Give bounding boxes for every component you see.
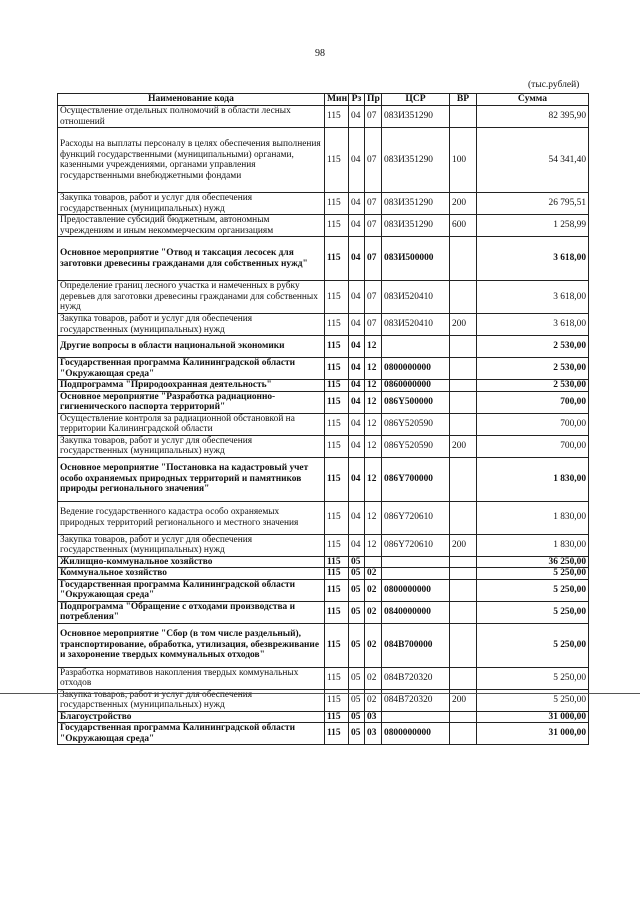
- row-name: Ведение государственного кадастра особо охраняемых природных территорий регионального и местного значения: [58, 501, 325, 534]
- row-min: 115: [325, 568, 349, 580]
- row-name: Подпрограмма "Природоохранная деятельность": [58, 380, 325, 392]
- row-vr: [450, 601, 477, 623]
- row-sum: 26 795,51: [477, 193, 589, 215]
- table-row: [58, 667, 589, 689]
- row-csr: 086Y520590: [382, 435, 450, 457]
- table-row: [58, 568, 589, 580]
- row-rz: 05: [349, 689, 365, 711]
- row-pr: [365, 556, 382, 568]
- row-pr: 12: [365, 358, 382, 380]
- row-vr: 100: [450, 128, 477, 193]
- row-pr: 12: [365, 534, 382, 556]
- row-sum: 5 250,00: [477, 689, 589, 711]
- row-rz: 05: [349, 556, 365, 568]
- row-name: Коммунальное хозяйство: [58, 568, 325, 580]
- row-rz: 05: [349, 568, 365, 580]
- row-csr: 083И520410: [382, 314, 450, 336]
- row-sum: 5 250,00: [477, 579, 589, 601]
- table-row: [58, 723, 589, 745]
- header-sum: Сумма: [477, 94, 589, 106]
- row-csr: 084В720320: [382, 667, 450, 689]
- row-rz: 04: [349, 193, 365, 215]
- row-name: Государственная программа Калининградской области "Окружающая среда": [58, 358, 325, 380]
- row-min: 115: [325, 623, 349, 667]
- row-rz: 05: [349, 601, 365, 623]
- row-rz: 05: [349, 623, 365, 667]
- row-name: Основное мероприятие "Постановка на кадастровый учет особо охраняемых природных территорий и памятников природы регионального значения": [58, 457, 325, 501]
- row-min: 115: [325, 711, 349, 723]
- row-sum: 2 530,00: [477, 380, 589, 392]
- row-name: Другие вопросы в области национальной экономики: [58, 336, 325, 358]
- row-min: 115: [325, 457, 349, 501]
- row-csr: 084В720320: [382, 689, 450, 711]
- row-rz: 05: [349, 711, 365, 723]
- table-row: [58, 106, 589, 128]
- row-csr: [382, 336, 450, 358]
- row-csr: 086Y700000: [382, 457, 450, 501]
- table-row: [58, 501, 589, 534]
- row-vr: [450, 391, 477, 413]
- row-min: 115: [325, 723, 349, 745]
- row-pr: 07: [365, 106, 382, 128]
- row-sum: 1 830,00: [477, 534, 589, 556]
- row-rz: 05: [349, 723, 365, 745]
- row-rz: 04: [349, 215, 365, 237]
- row-vr: 200: [450, 689, 477, 711]
- table-row: [58, 413, 589, 435]
- row-csr: 086Y720610: [382, 534, 450, 556]
- row-vr: 200: [450, 435, 477, 457]
- row-min: 115: [325, 601, 349, 623]
- table-row: [58, 435, 589, 457]
- row-rz: 04: [349, 413, 365, 435]
- row-vr: [450, 723, 477, 745]
- row-vr: [450, 413, 477, 435]
- row-min: 115: [325, 314, 349, 336]
- row-vr: [450, 358, 477, 380]
- row-name: Основное мероприятие "Сбор (в том числе раздельный), транспортирование, обработка, утилизация, обезвреживание и захоронение твердых коммунальных отходов": [58, 623, 325, 667]
- row-rz: 04: [349, 435, 365, 457]
- row-csr: [382, 556, 450, 568]
- row-pr: 12: [365, 336, 382, 358]
- budget-table: [57, 93, 589, 745]
- row-min: 115: [325, 106, 349, 128]
- row-min: 115: [325, 689, 349, 711]
- row-csr: 083И351290: [382, 106, 450, 128]
- row-name: Расходы на выплаты персоналу в целях обеспечения выполнения функций государственными (муниципальными) органами, казенными учреждениями, органами управления государственными внебюджетными фондами: [58, 128, 325, 193]
- row-pr: 12: [365, 391, 382, 413]
- row-sum: 700,00: [477, 413, 589, 435]
- row-csr: 083И351290: [382, 193, 450, 215]
- row-min: 115: [325, 336, 349, 358]
- row-csr: 083И500000: [382, 237, 450, 281]
- row-min: 115: [325, 237, 349, 281]
- row-rz: 04: [349, 106, 365, 128]
- row-csr: 0800000000: [382, 579, 450, 601]
- row-name: Предоставление субсидий бюджетным, автономным учреждениям и иным некоммерческим организациям: [58, 215, 325, 237]
- unit-note: (тыс.рублей): [528, 80, 580, 90]
- row-sum: 5 250,00: [477, 667, 589, 689]
- row-csr: [382, 711, 450, 723]
- row-csr: 083И351290: [382, 215, 450, 237]
- row-rz: 04: [349, 457, 365, 501]
- row-csr: 084В700000: [382, 623, 450, 667]
- row-csr: 086Y500000: [382, 391, 450, 413]
- row-min: 115: [325, 193, 349, 215]
- row-sum: 2 530,00: [477, 336, 589, 358]
- row-rz: 05: [349, 579, 365, 601]
- row-vr: [450, 336, 477, 358]
- row-vr: [450, 667, 477, 689]
- row-name: Определение границ лесного участка и намеченных в рубку деревьев для заготовки древесины гражданами для собственных нужд: [58, 281, 325, 314]
- row-sum: 5 250,00: [477, 623, 589, 667]
- row-sum: 5 250,00: [477, 568, 589, 580]
- row-min: 115: [325, 556, 349, 568]
- table-row: [58, 601, 589, 623]
- row-vr: [450, 623, 477, 667]
- row-vr: [450, 106, 477, 128]
- row-vr: [450, 711, 477, 723]
- row-csr: 0860000000: [382, 380, 450, 392]
- row-sum: 700,00: [477, 435, 589, 457]
- row-vr: [450, 501, 477, 534]
- row-min: 115: [325, 413, 349, 435]
- header-pr: Пр: [365, 94, 382, 106]
- row-csr: 083И520410: [382, 281, 450, 314]
- row-sum: 3 618,00: [477, 281, 589, 314]
- row-csr: [382, 568, 450, 580]
- row-pr: 07: [365, 215, 382, 237]
- row-vr: [450, 281, 477, 314]
- row-rz: 04: [349, 128, 365, 193]
- row-name: Осуществление отдельных полномочий в области лесных отношений: [58, 106, 325, 128]
- row-name: Государственная программа Калининградской области "Окружающая среда": [58, 579, 325, 601]
- row-vr: 200: [450, 193, 477, 215]
- row-name: Подпрограмма "Обращение с отходами производства и потребления": [58, 601, 325, 623]
- row-name: Закупка товаров, работ и услуг для обеспечения государственных (муниципальных) нужд: [58, 534, 325, 556]
- row-sum: 700,00: [477, 391, 589, 413]
- row-rz: 04: [349, 237, 365, 281]
- row-name: Закупка товаров, работ и услуг для обеспечения государственных (муниципальных) нужд: [58, 193, 325, 215]
- row-vr: 200: [450, 314, 477, 336]
- row-min: 115: [325, 380, 349, 392]
- row-vr: [450, 380, 477, 392]
- row-pr: 12: [365, 413, 382, 435]
- row-min: 115: [325, 281, 349, 314]
- table-row: [58, 391, 589, 413]
- table-row: [58, 380, 589, 392]
- row-sum: 1 258,99: [477, 215, 589, 237]
- row-name: Государственная программа Калининградской области "Окружающая среда": [58, 723, 325, 745]
- table-row: [58, 281, 589, 314]
- row-pr: 03: [365, 711, 382, 723]
- row-csr: 0800000000: [382, 723, 450, 745]
- row-pr: 02: [365, 568, 382, 580]
- table-row: [58, 193, 589, 215]
- table-row: [58, 237, 589, 281]
- row-sum: 3 618,00: [477, 314, 589, 336]
- row-rz: 04: [349, 314, 365, 336]
- row-pr: 03: [365, 723, 382, 745]
- row-pr: 07: [365, 193, 382, 215]
- table-row: [58, 358, 589, 380]
- row-pr: 02: [365, 579, 382, 601]
- row-vr: [450, 237, 477, 281]
- row-rz: 04: [349, 391, 365, 413]
- row-csr: 0800000000: [382, 358, 450, 380]
- row-rz: 04: [349, 534, 365, 556]
- row-vr: 200: [450, 534, 477, 556]
- table-row: [58, 556, 589, 568]
- row-name: Осуществление контроля за радиационной обстановкой на территории Калининградской области: [58, 413, 325, 435]
- row-csr: 083И351290: [382, 128, 450, 193]
- row-csr: 0840000000: [382, 601, 450, 623]
- row-sum: 3 618,00: [477, 237, 589, 281]
- row-sum: 36 250,00: [477, 556, 589, 568]
- row-sum: 1 830,00: [477, 501, 589, 534]
- row-vr: [450, 556, 477, 568]
- row-vr: [450, 568, 477, 580]
- row-vr: [450, 579, 477, 601]
- row-rz: 04: [349, 358, 365, 380]
- row-min: 115: [325, 534, 349, 556]
- header-csr: ЦСР: [382, 94, 450, 106]
- row-rz: 04: [349, 380, 365, 392]
- row-csr: 086Y520590: [382, 413, 450, 435]
- row-name: Основное мероприятие "Отвод и таксация лесосек для заготовки древесины гражданами для собственных нужд": [58, 237, 325, 281]
- row-sum: 31 000,00: [477, 723, 589, 745]
- row-rz: 04: [349, 336, 365, 358]
- table-header-row: [58, 94, 589, 106]
- row-name: Разработка нормативов накопления твердых коммунальных отходов: [58, 667, 325, 689]
- row-pr: 07: [365, 314, 382, 336]
- row-min: 115: [325, 579, 349, 601]
- row-name: Закупка товаров, работ и услуг для обеспечения государственных (муниципальных) нужд: [58, 314, 325, 336]
- row-vr: 600: [450, 215, 477, 237]
- header-min: Мин: [325, 94, 349, 106]
- table-row: [58, 534, 589, 556]
- row-name: Закупка товаров, работ и услуг для обеспечения государственных (муниципальных) нужд: [58, 435, 325, 457]
- row-sum: 31 000,00: [477, 711, 589, 723]
- row-csr: 086Y720610: [382, 501, 450, 534]
- header-vr: ВР: [450, 94, 477, 106]
- scan-divider-line: [0, 693, 640, 694]
- row-rz: 04: [349, 501, 365, 534]
- row-min: 115: [325, 391, 349, 413]
- row-pr: 12: [365, 457, 382, 501]
- row-pr: 02: [365, 689, 382, 711]
- row-sum: 82 395,90: [477, 106, 589, 128]
- table-row: [58, 579, 589, 601]
- table-row: [58, 215, 589, 237]
- row-pr: 02: [365, 601, 382, 623]
- table-row: [58, 314, 589, 336]
- row-sum: 54 341,40: [477, 128, 589, 193]
- row-pr: 12: [365, 380, 382, 392]
- row-min: 115: [325, 667, 349, 689]
- row-min: 115: [325, 358, 349, 380]
- header-name: Наименование кода: [58, 94, 325, 106]
- row-min: 115: [325, 215, 349, 237]
- row-pr: 02: [365, 623, 382, 667]
- row-sum: 1 830,00: [477, 457, 589, 501]
- row-pr: 02: [365, 667, 382, 689]
- row-min: 115: [325, 435, 349, 457]
- row-pr: 07: [365, 281, 382, 314]
- table-row: [58, 336, 589, 358]
- header-rz: Рз: [349, 94, 365, 106]
- row-pr: 12: [365, 501, 382, 534]
- row-name: Основное мероприятие "Разработка радиационно-гигиенического паспорта территорий": [58, 391, 325, 413]
- row-sum: 5 250,00: [477, 601, 589, 623]
- row-pr: 07: [365, 237, 382, 281]
- row-name: Благоустройство: [58, 711, 325, 723]
- table-row: [58, 711, 589, 723]
- row-pr: 07: [365, 128, 382, 193]
- table-row: [58, 457, 589, 501]
- row-name: Жилищно-коммунальное хозяйство: [58, 556, 325, 568]
- row-rz: 05: [349, 667, 365, 689]
- row-name: Закупка товаров, работ и услуг для обеспечения государственных (муниципальных) нужд: [58, 689, 325, 711]
- table-row: [58, 128, 589, 193]
- page-number: 98: [315, 48, 325, 59]
- row-pr: 12: [365, 435, 382, 457]
- table-row: [58, 623, 589, 667]
- row-rz: 04: [349, 281, 365, 314]
- row-min: 115: [325, 501, 349, 534]
- row-vr: [450, 457, 477, 501]
- row-min: 115: [325, 128, 349, 193]
- row-sum: 2 530,00: [477, 358, 589, 380]
